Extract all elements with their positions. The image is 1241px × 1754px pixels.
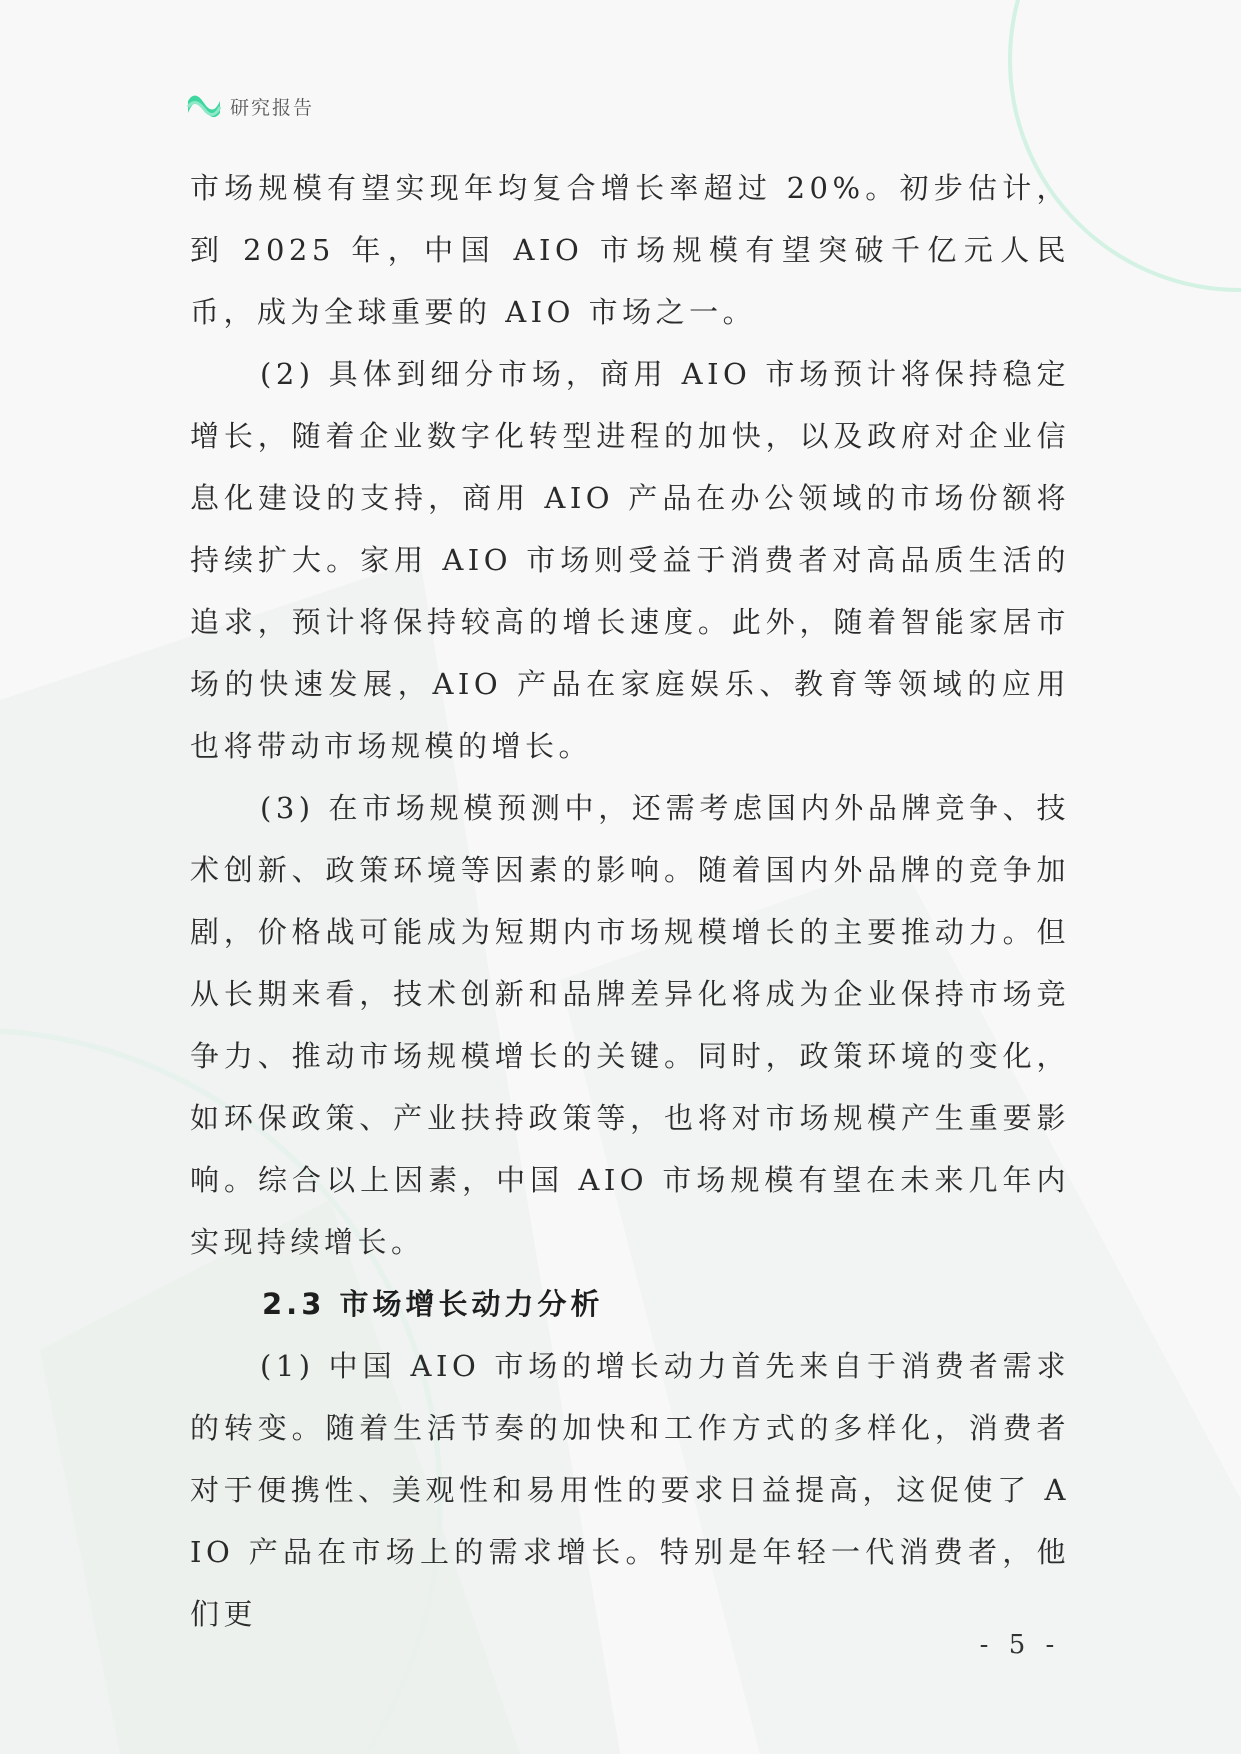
header-title: 研究报告 [230, 96, 315, 119]
document-body [190, 157, 1070, 1645]
page-number: - 5 - [979, 1630, 1061, 1660]
paragraph-market-size-growth: 市场规模有望实现年均复合增长率超过 20%。初步估计，到 2025 年，中国 AIO 市场规模有望突破千亿元人民币，成为全球重要的 AIO 市场之一。 [190, 171, 1070, 329]
paragraph-growth-drivers: (1) 中国 AIO 市场的增长动力首先来自于消费者需求的转变。随着生活节奏的加快和工作方式的多样化，消费者对于便携性、美观性和易用性的要求日益提高，这促使了 AIO 产品在市场上的需求增长。特别是年轻一代消费者，他们更 [190, 1349, 1070, 1631]
section-heading: 2.3 市场增长动力分析 [262, 1287, 604, 1321]
paragraph-forecast-factors: (3) 在市场规模预测中，还需考虑国内外品牌竞争、技术创新、政策环境等因素的影响。随着国内外品牌的竞争加剧，价格战可能成为短期内市场规模增长的主要推动力。但从长期来看，技术创新和品牌差异化将成为企业保持市场竞争力、推动市场规模增长的关键。同时，政策环境的变化，如环保政策、产业扶持政策等，也将对市场规模产生重要影响。综合以上因素，中国 AIO 市场规模有望在未来几年内实现持续增长。 [190, 791, 1070, 1259]
paragraph-segment-markets: (2) 具体到细分市场，商用 AIO 市场预计将保持稳定增长，随着企业数字化转型进程的加快，以及政府对企业信息化建设的支持，商用 AIO 产品在办公领域的市场份额将持续扩大。家用 AIO 市场则受益于消费者对高品质生活的追求，预计将保持较高的增长速度。此外，随着智能家居市场的快速发展，AIO 产品在家庭娱乐、教育等领域的应用也将带动市场规模的增长。 [190, 357, 1070, 763]
brand-logo-icon [186, 91, 222, 121]
page-header [186, 86, 314, 126]
